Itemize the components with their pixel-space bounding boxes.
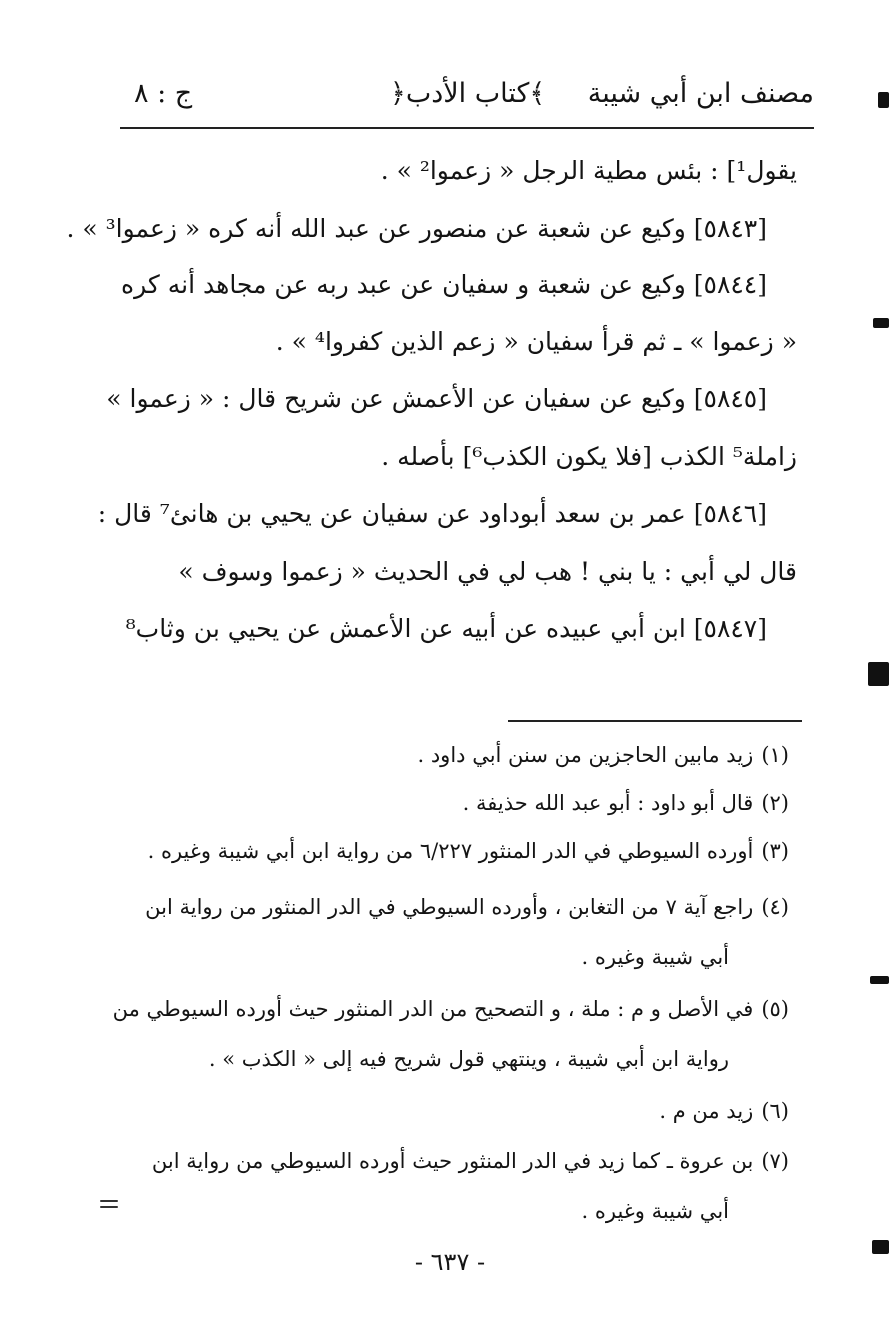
footnote-number: (١) (761, 743, 789, 767)
footnote-text: رواية ابن أبي شيبة ، وينتهي قول شريح فيه إلى « الكذب » . (208, 1047, 729, 1071)
page-number: - ٦٣٧ - (414, 1248, 486, 1276)
text-line: [٥٨٤٥] وكيع عن سفيان عن الأعمش عن شريح قال : « زعموا » (106, 384, 767, 413)
footnote-text: زيد من م . (659, 1099, 754, 1123)
footnote-text: أبي شيبة وغيره . (581, 945, 729, 969)
text-line: [٥٨٤٦] عمر بن سعد أبوداود عن سفيان عن يحيي بن هانئ⁷ قال : (97, 499, 767, 528)
text-line: [٥٨٤٣] وكيع عن شعبة عن منصور عن عبد الله أنه كره « زعموا³ » . (66, 214, 767, 243)
text-line: « زعموا » ـ ثم قرأ سفيان « زعم الذين كفروا⁴ » . (275, 327, 797, 356)
footnote-number: (٧) (761, 1149, 789, 1173)
footnote-number: (٦) (761, 1099, 789, 1123)
text-line: يقول¹] : بئس مطية الرجل « زعموا² » . (380, 156, 797, 185)
header-chapter-title: ﴿كتاب الأدب﴾ (390, 78, 546, 109)
footnote (152, 1146, 789, 1176)
scan-artifact (878, 92, 889, 108)
scan-artifact (100, 1206, 118, 1208)
footnote-text: في الأصل و م : ملة ، و التصحيح من الدر المنثور حيث أورده السيوطي من (112, 997, 754, 1021)
footnote (113, 994, 789, 1024)
footnote-text: أورده السيوطي في الدر المنثور ٦/٢٢٧ من رواية ابن أبي شيبة وغيره . (147, 839, 754, 863)
footnote-continuation (582, 1196, 729, 1226)
header-rule (120, 127, 814, 129)
footnote-continuation (582, 942, 729, 972)
footnote-text: راجع آية ٧ من التغابن ، وأورده السيوطي في الدر المنثور من رواية ابن (145, 895, 754, 919)
footnote-number: (٥) (761, 997, 789, 1021)
footnote (148, 836, 789, 866)
header-book-title: مصنف ابن أبي شيبة (587, 78, 814, 109)
footnote-number: (٢) (761, 791, 789, 815)
scan-artifact (873, 318, 889, 328)
scan-artifact (870, 976, 889, 984)
footnote-text: قال أبو داود : أبو عبد الله حذيفة . (462, 791, 754, 815)
footnote-continuation (209, 1044, 729, 1074)
footnote (145, 892, 789, 922)
scan-artifact (868, 662, 889, 686)
text-line: قال لي أبي : يا بني ! هب لي في الحديث « زعموا وسوف » (178, 557, 797, 586)
text-line: [٥٨٤٧] ابن أبي عبيده عن أبيه عن الأعمش عن يحيي بن وثاب⁸ (125, 614, 767, 643)
text-line: [٥٨٤٤] وكيع عن شعبة و سفيان عن عبد ربه عن مجاهد أنه كره (121, 270, 767, 299)
scan-artifact (872, 1240, 889, 1254)
footnote-number: (٣) (761, 839, 789, 863)
footnote-number: (٤) (761, 895, 789, 919)
footnote-rule (508, 720, 802, 722)
footnote (417, 740, 789, 770)
text-line: زاملة⁵ الكذب [فلا يكون الكذب⁶] بأصله . (381, 442, 797, 471)
footnote (659, 1096, 789, 1126)
scan-artifact (100, 1200, 118, 1202)
footnote-text: بن عروة ـ كما زيد في الدر المنثور حيث أورده السيوطي من رواية ابن (151, 1149, 754, 1173)
header-volume: ج : ٨ (134, 78, 193, 109)
running-header (120, 70, 814, 126)
footnote-text: أبي شيبة وغيره . (581, 1199, 729, 1223)
footnote-text: زيد مابين الحاجزين من سنن أبي داود . (417, 743, 754, 767)
footnote (463, 788, 789, 818)
